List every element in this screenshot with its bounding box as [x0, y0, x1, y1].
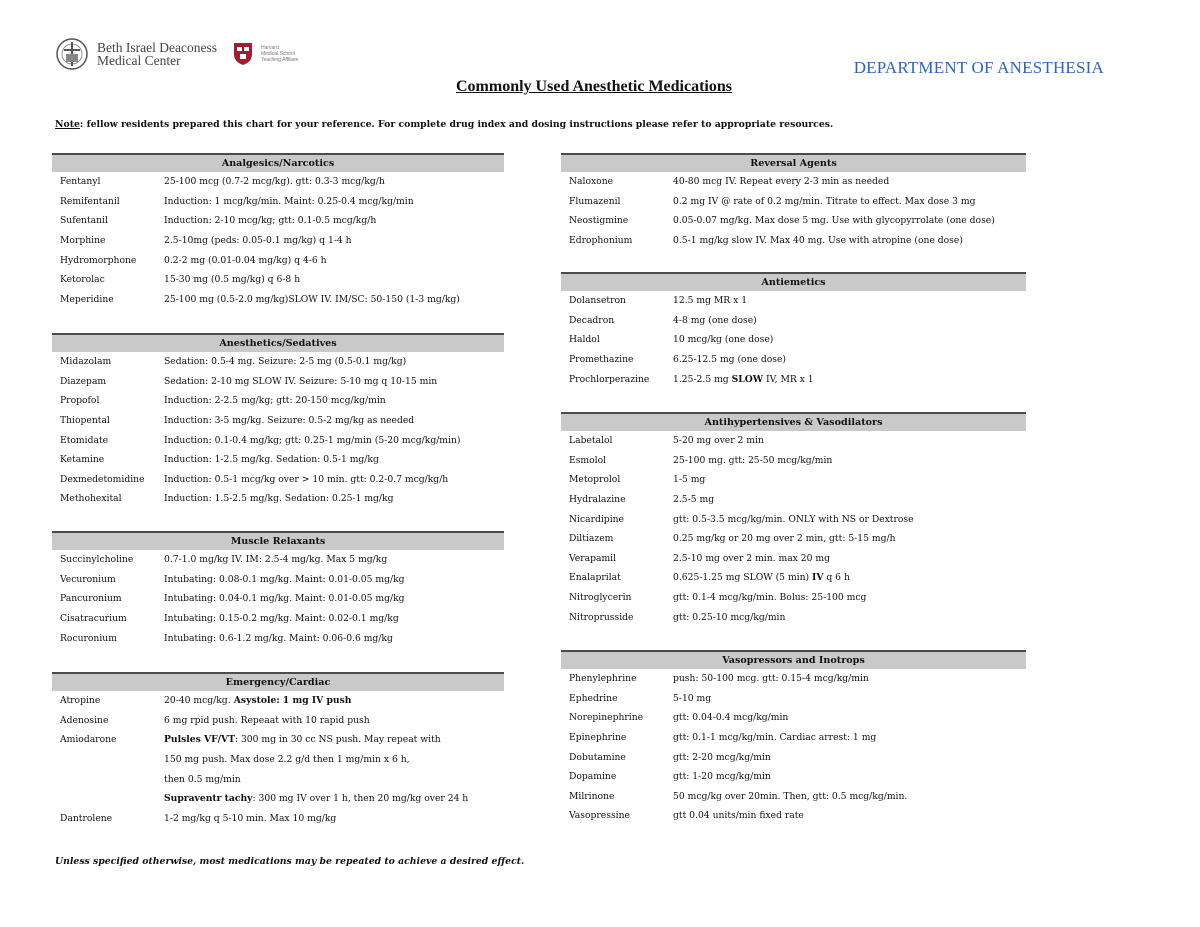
harvard-line3: Teaching Affiliate: [260, 57, 299, 63]
section-vasopressors: [561, 650, 1026, 826]
drug-row: [52, 750, 504, 770]
dose-text: push: 50-100 mcg. gtt: 0.15-4 mcg/kg/min: [673, 673, 869, 685]
drug-name: Norepinephrine: [569, 712, 644, 724]
drug-row: [52, 609, 504, 629]
drug-name: Epinephrine: [569, 732, 627, 744]
drug-dose: [164, 493, 504, 504]
drug-row: [561, 470, 1026, 490]
drug-row: [52, 372, 504, 392]
drug-name: Rocuronium: [60, 632, 117, 644]
drug-dose: [673, 215, 1026, 226]
drug-row: [52, 211, 504, 231]
bidmc-seal-icon: [55, 34, 89, 74]
drug-dose: [673, 732, 1026, 743]
dose-text: Intubating: 0.6-1.2 mg/kg. Maint: 0.06-0.6 mg/kg: [164, 632, 393, 644]
dose-text: Intubating: 0.08-0.1 mg/kg. Maint: 0.01-0.05 mg/kg: [164, 573, 405, 585]
drug-name: Thiopental: [60, 415, 110, 427]
drug-row: [561, 211, 1026, 231]
dose-text: 0.5-1 mg/kg slow IV. Max 40 mg. Use with atropine (one dose): [673, 235, 963, 247]
drug-dose: [164, 235, 504, 246]
dose-text: Induction: 2-2.5 mg/kg; gtt: 20-150 mcg/kg/min: [164, 395, 386, 407]
drug-row: [52, 192, 504, 212]
drug-name: Hydromorphone: [60, 254, 137, 266]
dose-emphasis: SLOW: [731, 373, 764, 385]
dose-text: Induction: 1 mcg/kg/min. Maint: 0.25-0.4 mcg/kg/min: [164, 195, 414, 207]
drug-name: Dantrolene: [60, 812, 113, 824]
drug-name: Diazepam: [60, 375, 107, 387]
drug-row: [561, 490, 1026, 510]
drug-dose: [164, 474, 504, 485]
drug-row: [52, 489, 504, 509]
drug-dose: [164, 215, 504, 226]
section-analgesics: [52, 153, 504, 309]
drug-dose: [673, 771, 1026, 782]
drug-name: Edrophonium: [569, 235, 633, 247]
dose-text: 20-40 mcg/kg.: [164, 695, 231, 707]
section-rows: [561, 172, 1026, 250]
dose-text: gtt: 0.1-1 mcg/kg/min. Cardiac arrest: 1 mg: [673, 732, 877, 744]
drug-name: Promethazine: [569, 354, 634, 366]
drug-row: [561, 311, 1026, 331]
drug-dose: [164, 454, 504, 465]
section-rows: [561, 431, 1026, 627]
harvard-affiliate-text: [261, 45, 305, 63]
drug-name: Succinylcholine: [60, 554, 134, 566]
drug-row: [52, 250, 504, 270]
dose-text: Induction: 2-10 mcg/kg; gtt: 0.1-0.5 mcg/kg/h: [164, 215, 377, 227]
logo-area: [55, 32, 305, 76]
drug-name: Dopamine: [569, 771, 617, 783]
drug-name: Decadron: [569, 314, 615, 326]
dose-text: then 0.5 mg/min: [164, 773, 241, 785]
drug-dose: [164, 356, 504, 367]
section-antihypertensives: [561, 412, 1026, 627]
drug-name: Remifentanil: [60, 195, 120, 207]
drug-dose: [164, 633, 504, 644]
dose-text: 2.5-10 mg over 2 min. max 20 mg: [673, 552, 830, 564]
dose-text: 0.7-1.0 mg/kg IV. IM: 2.5-4 mg/kg. Max 5 mg/kg: [164, 554, 388, 566]
dose-text: 0.2 mg IV @ rate of 0.2 mg/min. Titrate to effect. Max dose 3 mg: [673, 195, 976, 207]
drug-dose: [164, 813, 504, 824]
footer-note: Unless specified otherwise, most medications may be repeated to achieve a desired effect.: [55, 856, 525, 867]
section-rows: [52, 172, 504, 309]
drug-dose: [164, 415, 504, 426]
drug-row: [52, 550, 504, 570]
dose-text: 0.625-1.25 mg SLOW (5 min): [673, 572, 813, 584]
drug-row: [52, 231, 504, 251]
dose-text: 4-8 mg (one dose): [673, 314, 757, 326]
drug-name: Methohexital: [60, 493, 122, 505]
drug-row: [52, 391, 504, 411]
drug-row: [561, 669, 1026, 689]
drug-dose: [673, 196, 1026, 207]
dose-text: 1.25-2.5 mg: [673, 373, 732, 385]
dose-text: Intubating: 0.04-0.1 mg/kg. Maint: 0.01-0.05 mg/kg: [164, 593, 405, 605]
drug-dose: [164, 754, 504, 765]
dose-text: Induction: 0.5-1 mcg/kg over > 10 min. gtt: 0.2-0.7 mcg/kg/h: [164, 473, 449, 485]
drug-name: Neostigmine: [569, 215, 629, 227]
department-title: DEPARTMENT OF ANESTHESIA: [853, 58, 1104, 77]
drug-row: [561, 509, 1026, 529]
drug-row: [52, 628, 504, 648]
drug-name: Fentanyl: [60, 176, 101, 188]
drug-name: Adenosine: [60, 714, 109, 726]
dose-text: : 300 mg in 30 cc NS push. May repeat with: [234, 734, 441, 746]
drug-row: [561, 451, 1026, 471]
drug-dose: [673, 791, 1026, 802]
dose-text: 5-20 mg over 2 min: [673, 435, 764, 447]
dose-text: 1-2 mg/kg q 5-10 min. Max 10 mg/kg: [164, 812, 337, 824]
dose-text: Sedation: 2-10 mg SLOW IV. Seizure: 5-10 mg q 10-15 min: [164, 375, 438, 387]
drug-row: [52, 711, 504, 731]
dose-text: 2.5-5 mg: [673, 494, 715, 506]
drug-dose: [164, 715, 504, 726]
dose-text: 25-100 mcg (0.7-2 mcg/kg). gtt: 0.3-3 mcg/kg/h: [164, 176, 385, 188]
drug-dose: [164, 255, 504, 266]
dose-text: 1-5 mg: [673, 474, 706, 486]
dose-text: 0.2-2 mg (0.01-0.04 mg/kg) q 4-6 h: [164, 254, 327, 266]
drug-dose: [164, 734, 504, 745]
drug-dose: [164, 395, 504, 406]
dose-text: 50 mcg/kg over 20min. Then, gtt: 0.5 mcg/kg/min.: [673, 790, 908, 802]
harvard-line2: Medical School: [260, 51, 295, 57]
dose-text: Intubating: 0.15-0.2 mg/kg. Maint: 0.02-0.1 mg/kg: [164, 613, 399, 625]
drug-dose: [164, 294, 504, 305]
dose-text: gtt: 0.25-10 mcg/kg/min: [673, 611, 786, 623]
drug-name: Midazolam: [60, 356, 112, 368]
drug-name: Verapamil: [569, 552, 617, 564]
drug-name: Dolansetron: [569, 295, 626, 307]
drug-row: [52, 691, 504, 711]
drug-name: Propofol: [60, 395, 100, 407]
drug-dose: [164, 196, 504, 207]
drug-dose: [673, 612, 1026, 623]
drug-name: Milrinone: [569, 790, 615, 802]
drug-dose: [164, 593, 504, 604]
dose-text: gtt: 0.04-0.4 mcg/kg/min: [673, 712, 789, 724]
drug-row: [52, 430, 504, 450]
drug-dose: [673, 494, 1026, 505]
drug-row: [561, 607, 1026, 627]
drug-dose: [673, 315, 1026, 326]
drug-dose: [164, 613, 504, 624]
drug-name: Naloxone: [569, 176, 614, 188]
dose-text: Sedation: 0.5-4 mg. Seizure: 2-5 mg (0.5-0.1 mg/kg): [164, 356, 407, 368]
dose-text: Induction: 1-2.5 mg/kg. Sedation: 0.5-1 mg/kg: [164, 454, 379, 466]
dose-text: 5-10 mg: [673, 692, 712, 704]
harvard-line1: Harvard: [260, 45, 279, 51]
drug-name: Etomidate: [60, 434, 109, 446]
drug-row: [52, 730, 504, 750]
drug-dose: [164, 435, 504, 446]
drug-dose: [164, 176, 504, 187]
drug-name: Prochlorperazine: [569, 373, 650, 385]
drug-dose: [673, 374, 1026, 385]
drug-dose: [164, 554, 504, 565]
drug-name: Metoprolol: [569, 474, 621, 486]
drug-row: [561, 767, 1026, 787]
section-muscle-relaxants: [52, 531, 504, 648]
drug-name: Ketamine: [60, 454, 105, 466]
drug-name: Haldol: [569, 334, 600, 346]
drug-dose: [673, 354, 1026, 365]
section-rows: [52, 352, 504, 509]
section-anesthetics: [52, 333, 504, 509]
drug-name: Esmolol: [569, 454, 607, 466]
dose-text: q 6 h: [823, 572, 850, 584]
section-rows: [561, 669, 1026, 826]
dose-text: 12.5 mg MR x 1: [673, 295, 748, 307]
section-title: Reversal Agents: [561, 153, 1026, 172]
drug-name: Diltiazem: [569, 533, 614, 545]
drug-row: [561, 806, 1026, 826]
drug-name: Vecuronium: [60, 573, 116, 585]
drug-name: Pancuronium: [60, 593, 122, 605]
drug-dose: [164, 695, 504, 706]
drug-row: [52, 809, 504, 829]
dose-text: 6 mg rpid push. Repeaat with 10 rapid push: [164, 714, 370, 726]
drug-row: [561, 728, 1026, 748]
drug-name: Labetalol: [569, 435, 613, 447]
drug-row: [561, 192, 1026, 212]
dose-text: 25-100 mg (0.5-2.0 mg/kg)SLOW IV. IM/SC: 50-150 (1-3 mg/kg): [164, 293, 460, 305]
drug-name: Sufentanil: [60, 215, 108, 227]
section-title: Emergency/Cardiac: [52, 672, 504, 691]
drug-row: [561, 529, 1026, 549]
drug-row: [52, 470, 504, 490]
note-lead: Note: [55, 119, 80, 130]
harvard-shield-icon: [233, 42, 253, 66]
dose-text: 0.25 mg/kg or 20 mg over 2 min, gtt: 5-15 mg/h: [673, 533, 896, 545]
drug-dose: [673, 435, 1026, 446]
org-name-line2: Medical Center: [97, 53, 181, 68]
dose-text: 25-100 mg. gtt: 25-50 mcg/kg/min: [673, 454, 833, 466]
drug-dose: [673, 474, 1026, 485]
drug-name: Morphine: [60, 235, 106, 247]
page-title: Commonly Used Anesthetic Medications: [456, 78, 732, 95]
drug-dose: [673, 810, 1026, 821]
section-title: Muscle Relaxants: [52, 531, 504, 550]
section-title: Anesthetics/Sedatives: [52, 333, 504, 352]
drug-name: Cisatracurium: [60, 613, 127, 625]
note: [55, 119, 833, 130]
drug-row: [561, 747, 1026, 767]
dose-text: gtt: 1-20 mcg/kg/min: [673, 771, 771, 783]
drug-name: Ketorolac: [60, 274, 105, 286]
drug-name: Hydralazine: [569, 494, 626, 506]
section-title: Antihypertensives & Vasodilators: [561, 412, 1026, 431]
drug-dose: [673, 752, 1026, 763]
drug-name: Atropine: [60, 695, 101, 707]
section-title: Vasopressors and Inotrops: [561, 650, 1026, 669]
drug-dose: [673, 592, 1026, 603]
drug-dose: [673, 553, 1026, 564]
drug-name: Flumazenil: [569, 195, 621, 207]
drug-dose: [673, 455, 1026, 466]
drug-dose: [164, 574, 504, 585]
drug-row: [52, 411, 504, 431]
drug-row: [561, 330, 1026, 350]
drug-row: [561, 787, 1026, 807]
drug-dose: [673, 514, 1026, 525]
dose-text: gtt: 2-20 mcg/kg/min: [673, 751, 771, 763]
drug-name: Nitroglycerin: [569, 592, 632, 604]
org-name: [97, 41, 217, 67]
drug-name: Phenylephrine: [569, 673, 637, 685]
drug-row: [52, 450, 504, 470]
dose-text: Induction: 3-5 mg/kg. Seizure: 0.5-2 mg/kg as needed: [164, 415, 415, 427]
drug-name: Amiodarone: [60, 734, 117, 746]
dose-emphasis: Pulsles VF/VT: [164, 734, 235, 746]
drug-row: [561, 549, 1026, 569]
drug-row: [52, 570, 504, 590]
dose-text: Induction: 1.5-2.5 mg/kg. Sedation: 0.25-1 mg/kg: [164, 493, 394, 505]
section-rows: [52, 691, 504, 828]
drug-row: [561, 708, 1026, 728]
drug-name: Nitroprusside: [569, 611, 634, 623]
dose-emphasis: IV: [812, 572, 824, 584]
drug-row: [52, 270, 504, 290]
drug-dose: [673, 572, 1026, 583]
drug-dose: [673, 712, 1026, 723]
drug-name: Ephedrine: [569, 692, 618, 704]
drug-dose: [164, 793, 504, 804]
drug-dose: [673, 533, 1026, 544]
note-text: : fellow residents prepared this chart for your reference. For complete drug index and dosing instructions please refer to appropriate resources.: [79, 119, 834, 130]
org-name-line1: Beth Israel Deaconess: [97, 40, 217, 55]
drug-dose: [673, 235, 1026, 246]
drug-name: Nicardipine: [569, 513, 624, 525]
drug-dose: [673, 176, 1026, 187]
drug-row: [561, 231, 1026, 251]
drug-name: Dobutamine: [569, 751, 626, 763]
dose-text: gtt: 0.1-4 mcg/kg/min. Bolus: 25-100 mcg: [673, 592, 867, 604]
dose-text: 15-30 mg (0.5 mg/kg) q 6-8 h: [164, 274, 301, 286]
drug-dose: [673, 693, 1026, 704]
dose-text: gtt 0.04 units/min fixed rate: [673, 810, 804, 822]
dose-text: 2.5-10mg (peds: 0.05-0.1 mg/kg) q 1-4 h: [164, 235, 352, 247]
drug-row: [52, 172, 504, 192]
dose-text: 150 mg push. Max dose 2.2 g/d then 1 mg/min x 6 h,: [164, 754, 410, 766]
drug-dose: [673, 295, 1026, 306]
dose-text: gtt: 0.5-3.5 mcg/kg/min. ONLY with NS or Dextrose: [673, 513, 914, 525]
drug-dose: [673, 334, 1026, 345]
drug-dose: [673, 673, 1026, 684]
section-emergency-cardiac: [52, 672, 504, 828]
drug-row: [561, 568, 1026, 588]
dose-text: IV, MR x 1: [763, 373, 814, 385]
dose-text: 0.05-0.07 mg/kg. Max dose 5 mg. Use with glycopyrrolate (one dose): [673, 215, 995, 227]
drug-name: Vasopressine: [569, 810, 630, 822]
section-reversal-agents: [561, 153, 1026, 250]
drug-row: [561, 172, 1026, 192]
drug-row: [52, 290, 504, 310]
section-title: Antiemetics: [561, 272, 1026, 291]
drug-row: [561, 588, 1026, 608]
dose-emphasis: Supraventr tachy: [164, 793, 253, 805]
drug-name: Dexmedetomidine: [60, 473, 145, 485]
drug-row: [52, 352, 504, 372]
dose-text: 10 mcg/kg (one dose): [673, 334, 774, 346]
dose-text: : 300 mg IV over 1 h, then 20 mg/kg over 24 h: [252, 793, 469, 805]
dose-emphasis: Asystole: 1 mg IV push: [230, 695, 352, 707]
dose-text: 6.25-12.5 mg (one dose): [673, 354, 786, 366]
drug-name: Enalaprilat: [569, 572, 621, 584]
drug-dose: [164, 774, 504, 785]
drug-dose: [164, 376, 504, 387]
section-antiemetics: [561, 272, 1026, 389]
drug-row: [561, 431, 1026, 451]
drug-row: [561, 350, 1026, 370]
drug-name: Meperidine: [60, 293, 114, 305]
section-rows: [52, 550, 504, 648]
drug-dose: [164, 274, 504, 285]
section-title: Analgesics/Narcotics: [52, 153, 504, 172]
section-rows: [561, 291, 1026, 389]
drug-row: [561, 291, 1026, 311]
dose-text: Induction: 0.1-0.4 mg/kg; gtt: 0.25-1 mg/min (5-20 mcg/kg/min): [164, 434, 461, 446]
drug-row: [561, 689, 1026, 709]
drug-row: [52, 769, 504, 789]
dose-text: 40-80 mcg IV. Repeat every 2-3 min as needed: [673, 176, 890, 188]
drug-row: [561, 369, 1026, 389]
drug-row: [52, 789, 504, 809]
drug-row: [52, 589, 504, 609]
